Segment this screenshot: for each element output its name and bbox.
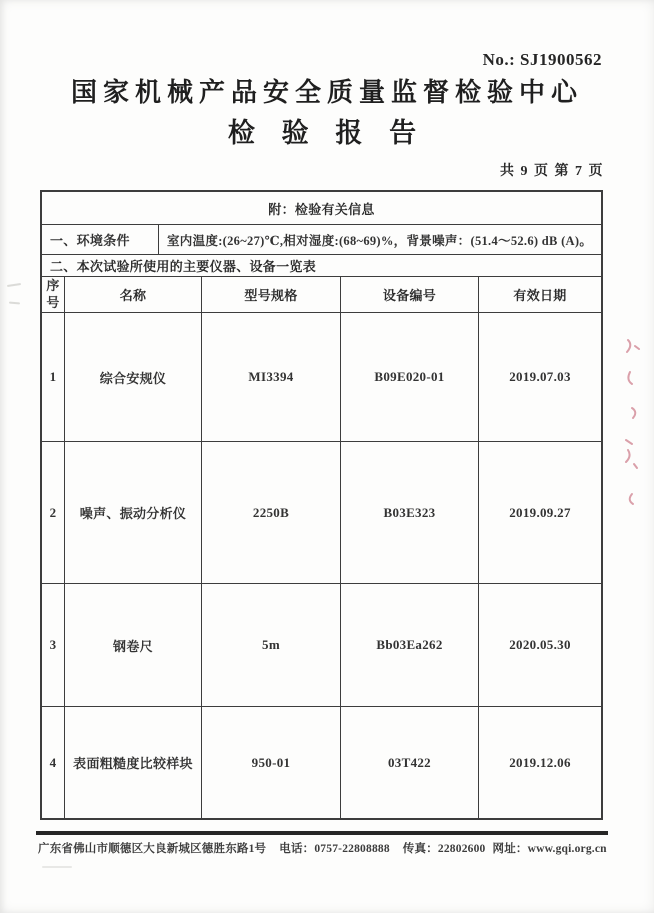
report-title: 检 验 报 告: [227, 118, 427, 148]
report-number: No.: SJ1900562: [482, 50, 602, 69]
row4-model: 950-01: [202, 707, 341, 818]
row3-name: 钢卷尺: [65, 584, 202, 706]
row3-seq: 3: [42, 584, 65, 706]
footer-contact-line: [38, 840, 638, 856]
row4-name: 表面粗糙度比较样块: [65, 707, 202, 818]
column-header-name: 名称: [65, 277, 202, 312]
attachment-title-row: [42, 192, 601, 224]
scan-artifact-mark: [7, 283, 21, 287]
row1-device: B09E020-01: [341, 313, 479, 441]
row4-device: 03T422: [341, 707, 479, 818]
column-header-seq: [42, 277, 65, 312]
footer-divider-rule: [36, 831, 608, 835]
section-title-row: [42, 254, 601, 276]
footer-address: 广东省佛山市顺德区大良新城区德胜东路1号: [38, 843, 267, 855]
row2-name: 噪声、振动分析仪: [65, 442, 202, 583]
row1-model: MI3394: [202, 313, 341, 441]
scan-artifact-mark: [42, 866, 72, 868]
row3-device: Bb03Ea262: [341, 584, 479, 706]
environment-conditions-row: [42, 224, 601, 254]
table-row: [42, 441, 601, 583]
table-header-row: [42, 276, 601, 312]
footer-website-label: 网址：: [492, 843, 528, 855]
footer-phone-label: 电话：: [279, 843, 315, 855]
column-header-seq-label: 序号: [46, 277, 60, 310]
row1-name: 综合安规仪: [65, 313, 202, 441]
red-annotation-marks: [608, 332, 650, 612]
row2-date: 2019.09.27: [509, 504, 571, 520]
row2-device: B03E323: [341, 442, 479, 583]
attachment-title: 附：检验有关信息: [268, 201, 375, 217]
row3-date: 2020.05.30: [509, 637, 571, 652]
environment-value: 室内温度:(26~27)℃,相对湿度:(68~69)%，背景噪声：(51.4～52.6) dB (A)。: [167, 233, 593, 248]
section-title: 二、本次试验所使用的主要仪器、设备一览表: [50, 259, 317, 274]
footer-website: www.gqi.org.cn: [527, 843, 607, 855]
row2-model: 2250B: [202, 442, 341, 583]
row2-seq: 2: [42, 442, 65, 583]
row4-seq: 4: [42, 707, 65, 818]
row3-model: 5m: [202, 584, 341, 706]
column-header-device: 设备编号: [341, 277, 479, 312]
table-row: [42, 706, 601, 818]
column-header-date: 有效日期: [513, 288, 567, 303]
table-row: [42, 583, 601, 706]
table-row: [42, 312, 601, 441]
column-header-model: 型号规格: [202, 277, 341, 312]
environment-label: 一、环境条件: [42, 225, 159, 254]
organization-name: 国家机械产品安全质量监督检验中心: [70, 78, 583, 107]
row1-seq: 1: [42, 313, 65, 441]
page-indicator: 共 9 页 第 7 页: [500, 164, 604, 179]
footer-fax-label: 传真：: [402, 843, 438, 855]
row4-date: 2019.12.06: [509, 754, 571, 770]
scan-artifact-mark: [9, 302, 20, 305]
footer-fax-number: 22802600: [437, 843, 486, 855]
row1-date: 2019.07.03: [509, 369, 571, 384]
footer-phone-number: 0757-22808888: [314, 843, 390, 855]
equipment-info-table: [40, 190, 603, 820]
